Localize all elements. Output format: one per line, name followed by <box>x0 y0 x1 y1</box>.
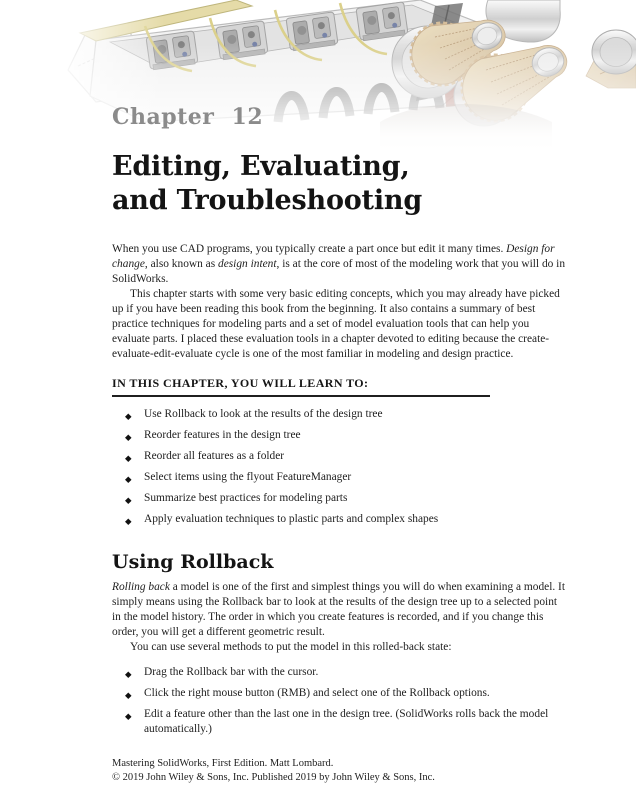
chapter-objectives-section <box>112 376 567 527</box>
objectives-list <box>112 407 567 527</box>
footer-credits <box>112 757 435 784</box>
diamond-bullet-icon: ◆ <box>125 516 132 526</box>
rollback-list-item <box>112 707 567 737</box>
diamond-bullet-icon: ◆ <box>125 474 132 484</box>
diamond-bullet-icon: ◆ <box>125 411 132 421</box>
objectives-item-text: Apply evaluation techniques to plastic parts and complex shapes <box>144 513 439 525</box>
section-heading-using-rollback: Using Rollback <box>112 551 274 573</box>
objectives-item-text: Reorder all features as a folder <box>144 450 285 462</box>
objectives-list-item <box>112 491 567 506</box>
chapter-title <box>112 150 567 218</box>
diamond-bullet-icon: ◆ <box>125 432 132 442</box>
text-column <box>112 150 567 737</box>
rollback-list-item <box>112 665 567 680</box>
rollback-methods-list <box>112 665 567 737</box>
objectives-item-text: Reorder features in the design tree <box>144 429 301 441</box>
objectives-list-item <box>112 470 567 485</box>
using-rollback-section <box>112 551 567 737</box>
intro-section <box>112 242 567 362</box>
objectives-item-text: Select items using the flyout FeatureManager <box>144 471 352 483</box>
diamond-bullet-icon: ◆ <box>125 669 132 679</box>
rollback-list-item <box>112 686 567 701</box>
footer-credit-line-2: © 2019 John Wiley & Sons, Inc. Published 2019 by John Wiley & Sons, Inc. <box>112 771 435 783</box>
diamond-bullet-icon: ◆ <box>125 711 132 721</box>
intro-paragraph-2: This chapter starts with some very basic editing concepts, which you may already have picked up if you have been reading this book from the beginning. It also contains a summary of best practice techniques for modeling parts and a set of model evaluation tools that can help you evaluate parts. I placed these evaluation tools in a chapter devoted to editing because the create-evaluate-edit-evaluate cycle is one of the most familiar in modeling and design practice. <box>112 288 560 360</box>
objectives-list-item <box>112 512 567 527</box>
chapter-number-label: Chapter 12 <box>112 104 264 130</box>
objectives-list-item <box>112 428 567 443</box>
chapter-title-line-1: Editing, Evaluating, <box>112 151 410 182</box>
chapter-title-line-2: and Troubleshooting <box>112 185 422 216</box>
rollback-paragraph-1: Rolling back a model is one of the first and simplest things you will do when examining a model. It simply means using the Rollback bar to look at the results of the design tree up to a selected point in the model history. The order in which you create features is recorded, and if you change this order, you will get a different geometric result. <box>112 581 566 638</box>
objectives-list-item <box>112 407 567 422</box>
objectives-item-text: Use Rollback to look at the results of the design tree <box>144 408 383 420</box>
rollback-item-text: Edit a feature other than the last one in the design tree. (SolidWorks rolls back the model automatically.) <box>144 708 549 735</box>
rollback-item-text: Drag the Rollback bar with the cursor. <box>144 666 319 678</box>
footer-credit-line-1: Mastering SolidWorks, First Edition. Matt Lombard. <box>112 758 334 769</box>
objectives-heading: IN THIS CHAPTER, YOU WILL LEARN TO: <box>112 376 490 397</box>
diamond-bullet-icon: ◆ <box>125 690 132 700</box>
intro-paragraph-1: When you use CAD programs, you typically create a part once but edit it many times. Design for change, also known as design intent, is at the core of most of the modeling work that you will do in SolidWorks. <box>112 243 566 285</box>
objectives-item-text: Summarize best practices for modeling parts <box>144 492 348 504</box>
objectives-list-item <box>112 449 567 464</box>
diamond-bullet-icon: ◆ <box>125 453 132 463</box>
rollback-item-text: Click the right mouse button (RMB) and select one of the Rollback options. <box>144 687 490 699</box>
diamond-bullet-icon: ◆ <box>125 495 132 505</box>
rollback-paragraph-2: You can use several methods to put the model in this rolled-back state: <box>130 641 452 653</box>
